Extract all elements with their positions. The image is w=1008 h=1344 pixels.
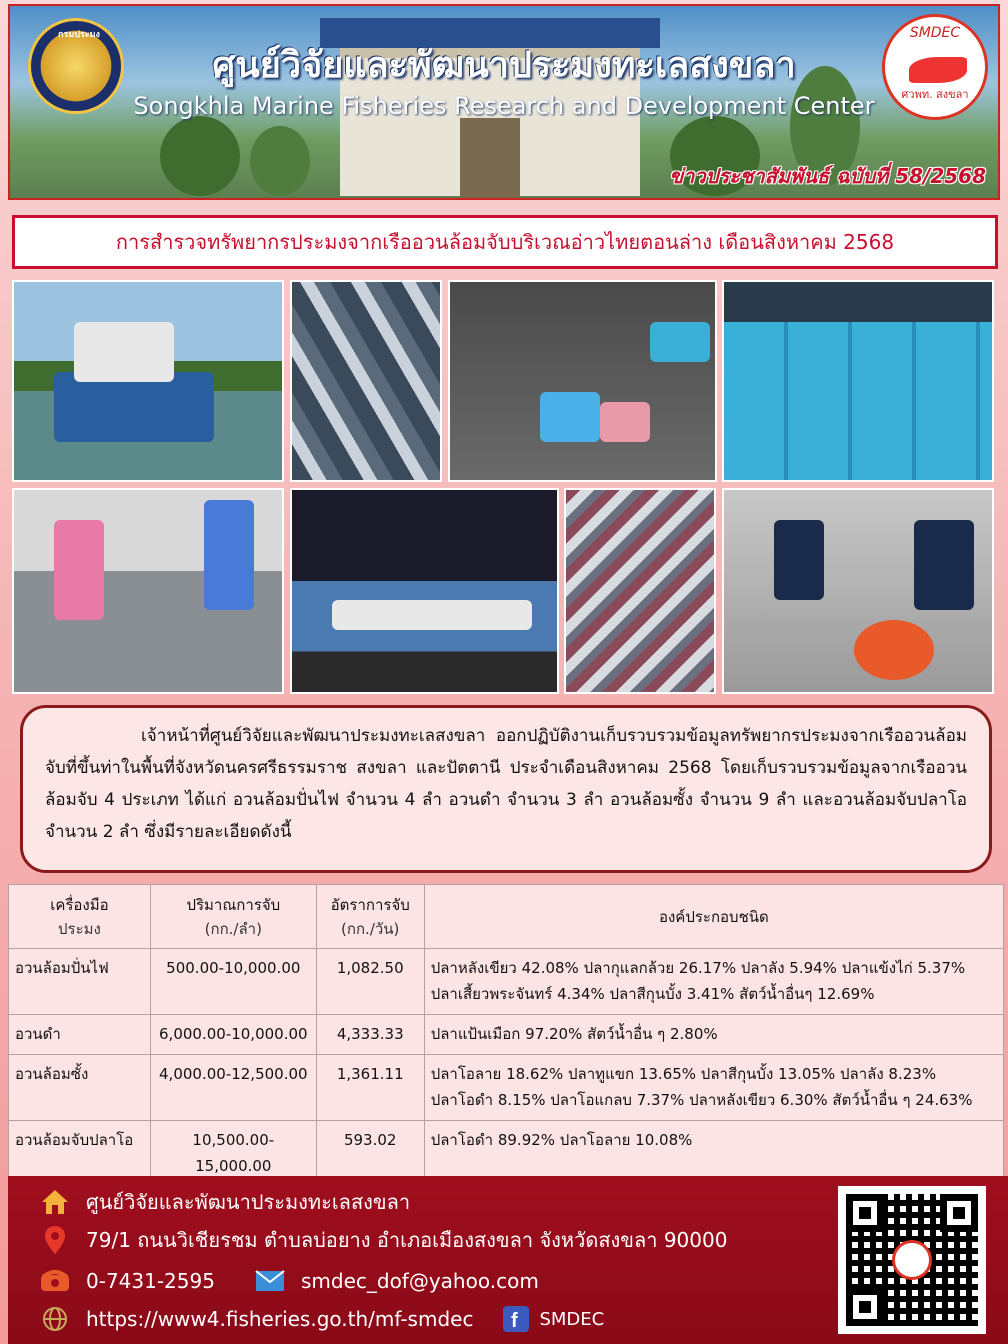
footer-website[interactable]: https://www4.fisheries.go.th/mf-smdec [86, 1307, 474, 1331]
photo-boat-night [290, 488, 559, 694]
header-catch-rate: อัตราการจับ (กก./วัน) [316, 885, 424, 949]
center-title-english: Songkhla Marine Fisheries Research and Development Center [133, 92, 875, 120]
table-row [9, 1055, 1004, 1121]
phone-icon [40, 1266, 70, 1296]
cell-catch: 10,500.00-15,000.00 [150, 1121, 316, 1184]
cell-gear: อวนล้อมซั้ง [9, 1055, 151, 1121]
location-pin-icon [40, 1225, 70, 1255]
photo-staff-measuring [722, 488, 994, 694]
intro-text: เจ้าหน้าที่ศูนย์วิจัยและพัฒนาประมงทะเลสงขลา ออกปฏิบัติงานเก็บรวบรวมข้อมูลทรัพยากรประมงจากเรืออวนล้อมจับที่ขึ้นท่าในพื้นที่จังหวัดนครศรีธรรมราช สงขลา และปัตตานี ประจำเดือนสิงหาคม 2568 โดยเก็บรวบรวมข้อมูลจากเรืออวนล้อมจับ 4 ประเภท ได้แก่ อวนล้อมปั่นไฟ จำนวน 4 ลำ อวนดำ จำนวน 3 ลำ อวนล้อมซั้ง จำนวน 9 ลำ และอวนล้อมจับปลาโอ จำนวน 2 ลำ ซึ่งมีรายละเอียดดังนี้ [45, 726, 967, 842]
mail-icon [255, 1266, 285, 1296]
header-catch-quantity: ปริมาณการจับ (กก./ลำ) [150, 885, 316, 949]
cell-catch: 6,000.00-10,000.00 [150, 1015, 316, 1055]
facebook-icon [501, 1304, 531, 1334]
cell-composition: ปลาแป้นเมือก 97.20% สัตว์น้ำอื่น ๆ 2.80% [424, 1015, 1003, 1055]
tree-decoration [160, 116, 240, 196]
footer-org-name: ศูนย์วิจัยและพัฒนาประมงทะเลสงขลา [86, 1190, 411, 1214]
news-headline: การสำรวจทรัพยากรประมงจากเรืออวนล้อมจับบริเวณอ่าวไทยตอนล่าง เดือนสิงหาคม 2568 [12, 215, 998, 269]
svg-text:f: f [511, 1310, 519, 1332]
center-title-thai: ศูนย์วิจัยและพัฒนาประมงทะเลสงขลา [212, 45, 796, 86]
smdec-logo: SMDEC ศวพท. สงขลา [882, 14, 988, 120]
footer-address: 79/1 ถนนวิเชียรชม ตำบลบ่อยาง อำเภอเมืองสงขลา จังหวัดสงขลา 90000 [86, 1228, 728, 1252]
cell-composition: ปลาโอดำ 89.92% ปลาโอลาย 10.08% [424, 1121, 1003, 1184]
cell-composition: ปลาหลังเขียว 42.08% ปลากุแลกล้วย 26.17% ปลาลัง 5.94% ปลาแข้งไก่ 5.37% ปลาเสี้ยวพระจันทร์ 4.34% ปลาสีกุนบั้ง 3.41% สัตว์น้ำอื่นๆ 12.69% [424, 949, 1003, 1015]
header-gear: เครื่องมือ ประมง [9, 885, 151, 949]
cell-rate: 1,361.11 [316, 1055, 424, 1121]
cell-gear: อวนล้อมปั่นไฟ [9, 949, 151, 1015]
photo-fishing-boat-harbor [12, 280, 284, 482]
house-icon [40, 1187, 70, 1217]
photo-fish-crates [722, 280, 994, 482]
cell-catch: 4,000.00-12,500.00 [150, 1055, 316, 1121]
table-row [9, 949, 1004, 1015]
cell-composition: ปลาโอลาย 18.62% ปลาทูแขก 13.65% ปลาสีกุนบั้ง 13.05% ปลาลัง 8.23% ปลาโอดำ 8.15% ปลาโอแกลบ 7.37% ปลาหลังเขียว 6.30% สัตว์น้ำอื่น ๆ 24.63% [424, 1055, 1003, 1121]
cell-gear: อวนล้อมจับปลาโอ [9, 1121, 151, 1184]
table-header-row [9, 885, 1004, 949]
cell-catch: 500.00-10,000.00 [150, 949, 316, 1015]
intro-paragraph [20, 705, 992, 873]
cell-rate: 593.02 [316, 1121, 424, 1184]
footer-email[interactable]: smdec_dof@yahoo.com [300, 1269, 539, 1293]
press-release-issue: ข่าวประชาสัมพันธ์ ฉบับที่ 58/2568 [669, 164, 986, 188]
photo-mackerel-pile [564, 488, 716, 694]
contact-footer [8, 1176, 1008, 1344]
table-row [9, 1015, 1004, 1055]
qr-code[interactable] [838, 1186, 986, 1334]
catch-summary-table [8, 884, 1004, 1184]
cell-gear: อวนดำ [9, 1015, 151, 1055]
header-species-composition: องค์ประกอบชนิด [424, 885, 1003, 949]
photo-sorting-fish [12, 488, 284, 694]
globe-icon [40, 1304, 70, 1334]
tree-decoration [250, 126, 310, 196]
cell-rate: 4,333.33 [316, 1015, 424, 1055]
footer-facebook[interactable]: SMDEC [539, 1308, 605, 1330]
header-banner [8, 4, 1000, 200]
footer-phone[interactable]: 0-7431-2595 [86, 1269, 215, 1293]
photo-staff-weighing [448, 280, 717, 482]
department-of-fisheries-logo: กรมประมง [28, 18, 124, 114]
photo-tuna-catch [290, 280, 442, 482]
cell-rate: 1,082.50 [316, 949, 424, 1015]
table-row [9, 1121, 1004, 1184]
